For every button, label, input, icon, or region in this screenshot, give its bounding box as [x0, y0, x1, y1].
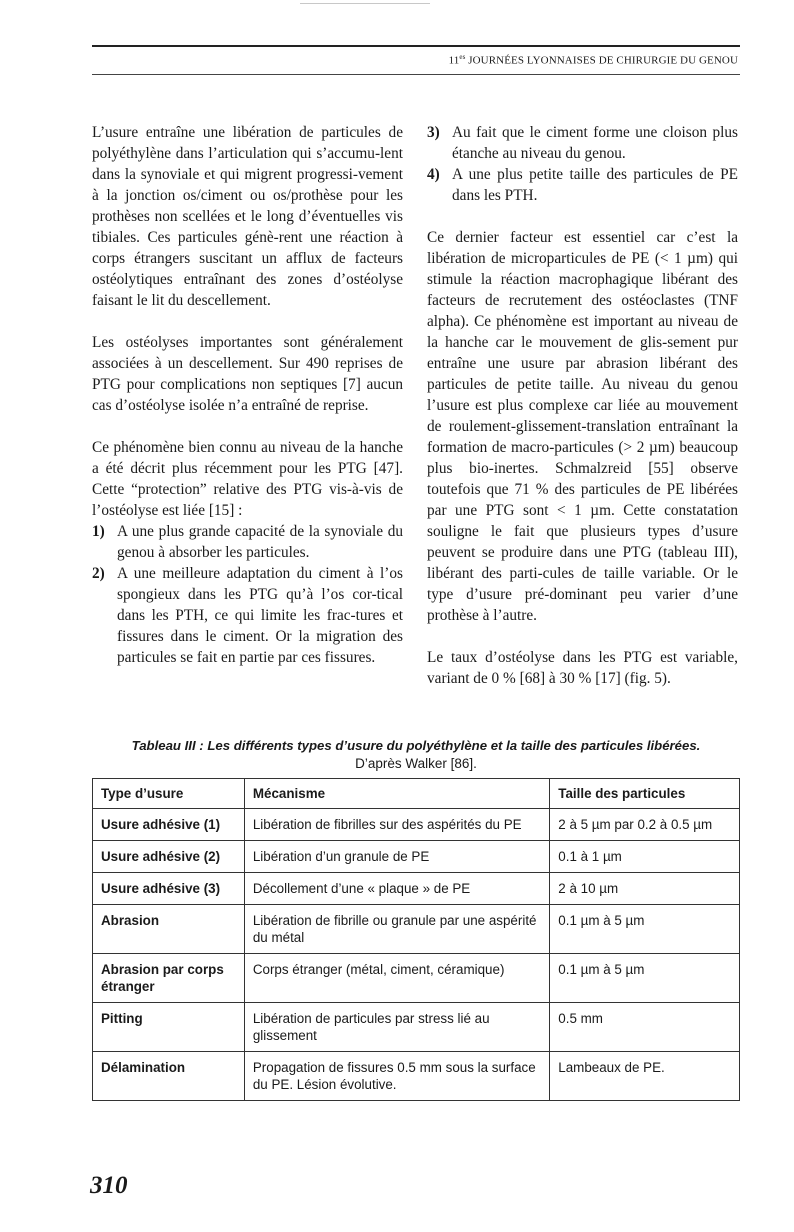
table-header-row [93, 779, 740, 809]
running-head [449, 53, 738, 67]
paragraph-osteolyses: Les ostéolyses importantes sont généralement associées à un descellement. Sur 490 reprises de PTG pour complications non septiques [7] aucun cas d’ostéolyse isolée n’a entraîné de reprise. [92, 334, 403, 414]
list-item-number: 2) [92, 565, 105, 582]
top-edge-rule [300, 3, 430, 4]
list-item-number: 4) [427, 166, 440, 183]
list-item-number: 3) [427, 124, 440, 141]
cell-taille: 0.5 mm [550, 1003, 740, 1052]
cell-type: Usure adhésive (1) [93, 809, 245, 841]
cell-taille: 2 à 10 µm [550, 873, 740, 905]
running-head-suffix: es [459, 53, 466, 61]
cell-type: Usure adhésive (3) [93, 873, 245, 905]
cell-type: Délamination [93, 1052, 245, 1101]
cell-mecanisme: Libération d’un granule de PE [244, 841, 549, 873]
table-caption [92, 737, 740, 773]
table-row [93, 1052, 740, 1101]
running-head-title: JOURNÉES LYONNAISES DE CHIRURGIE DU GENOU [468, 54, 738, 67]
right-column [427, 122, 738, 710]
page-number: 310 [90, 1172, 128, 1199]
paragraph-facteur-essentiel: Ce dernier facteur est essentiel car c’est la libération de microparticules de PE (< 1 µm) qui stimule la réaction macrophagique libérant des facteurs de recrutement des ostéoclastes (TNF alpha). Ce phénomène est important au niveau de la hanche car le mouvement de glis-sement pur entraîne une usure par abrasion libérant des particules de petite taille. Au niveau du genou l’usure est plus complexe car liée au mouvement de roulement-glissement-translation entraînant la formation de macro-particules (> 2 µm) beaucoup plus bio-inertes. Schmalzreid [55] observe toutefois que 71 % des particules de PE libérées par une PTG sont < 1 µm. Cette constatation souligne le fait que plusieurs types d’usure peuvent se produire dans une PTG (tableau III), libérant des parti-cules de taille variable. Or le type d’usure pré-dominant peu varier d’une prothèse à l’autre. [427, 229, 738, 624]
left-column [92, 122, 403, 689]
paragraph-taux-osteolyse: Le taux d’ostéolyse dans les PTG est variable, variant de 0 % [68] à 30 % [17] (fig. 5). [427, 649, 738, 687]
column-header-type: Type d’usure [93, 779, 245, 809]
cell-mecanisme: Corps étranger (métal, ciment, céramique) [244, 954, 549, 1003]
cell-mecanisme: Libération de particules par stress lié au glissement [244, 1003, 549, 1052]
table-row [93, 1003, 740, 1052]
cell-type: Usure adhésive (2) [93, 841, 245, 873]
list-item-number: 1) [92, 523, 105, 540]
cell-type: Pitting [93, 1003, 245, 1052]
table-row [93, 873, 740, 905]
cell-taille: Lambeaux de PE. [550, 1052, 740, 1101]
column-header-taille: Taille des particules [550, 779, 740, 809]
list-item [92, 521, 403, 563]
table-caption-source: D’après Walker [86]. [355, 756, 477, 771]
list-item [92, 563, 403, 668]
paragraph-phenomene: Ce phénomène bien connu au niveau de la hanche a été décrit plus récemment pour les PTG [47]. Cette “protection” relative des PTG vis-à-vis de l’ostéolyse est liée [15] : [92, 439, 403, 519]
table-row [93, 905, 740, 954]
header-rule-bottom [92, 74, 740, 75]
cell-type: Abrasion par corps étranger [93, 954, 245, 1003]
cell-mecanisme: Propagation de fissures 0.5 mm sous la surface du PE. Lésion évolutive. [244, 1052, 549, 1101]
header-rule-top [92, 45, 740, 47]
column-header-mecanisme: Mécanisme [244, 779, 549, 809]
cell-mecanisme: Décollement d’une « plaque » de PE [244, 873, 549, 905]
table-row [93, 954, 740, 1003]
cell-mecanisme: Libération de fibrilles sur des aspérités du PE [244, 809, 549, 841]
list-item-text: A une plus petite taille des particules de PE dans les PTH. [452, 166, 738, 204]
list-item-text: Au fait que le ciment forme une cloison plus étanche au niveau du genou. [452, 124, 738, 162]
running-head-edition: 11 [448, 54, 460, 67]
table-row [93, 809, 740, 841]
table-row [93, 841, 740, 873]
cell-taille: 2 à 5 µm par 0.2 à 0.5 µm [550, 809, 740, 841]
cell-type: Abrasion [93, 905, 245, 954]
list-item [427, 122, 738, 164]
protection-list-part1 [92, 521, 403, 668]
table-caption-title: Tableau III : Les différents types d’usure du polyéthylène et la taille des particules libérées. [131, 738, 701, 753]
protection-list-part2 [427, 122, 738, 206]
usure-table [92, 778, 740, 1101]
cell-mecanisme: Libération de fibrille ou granule par une aspérité du métal [244, 905, 549, 954]
list-item-text: A une plus grande capacité de la synoviale du genou à absorber les particules. [117, 523, 403, 561]
cell-taille: 0.1 µm à 5 µm [550, 905, 740, 954]
cell-taille: 0.1 µm à 5 µm [550, 954, 740, 1003]
list-item-text: A une meilleure adaptation du ciment à l’os spongieux dans les PTG qu’à l’os cor-tical dans les PTH, ce qui limite les frac-tures et fissures dans le ciment. Or la migration des particules se fait en partie par ces fissures. [117, 565, 403, 666]
cell-taille: 0.1 à 1 µm [550, 841, 740, 873]
paragraph-usure: L’usure entraîne une libération de particules de polyéthylène dans l’articulation qui s’accumu-lent dans la synoviale et qui migrent progressi-vement à la jonction os/ciment ou os/prothèse pour les prothèses non scellées et le long d’éventuelles vis tibiales. Ces particules génè-rent une réaction à corps étrangers suscitant un afflux de facteurs ostéolytiques entraînant des zones d’ostéolyse faisant le lit du descellement. [92, 124, 403, 309]
list-item [427, 164, 738, 206]
